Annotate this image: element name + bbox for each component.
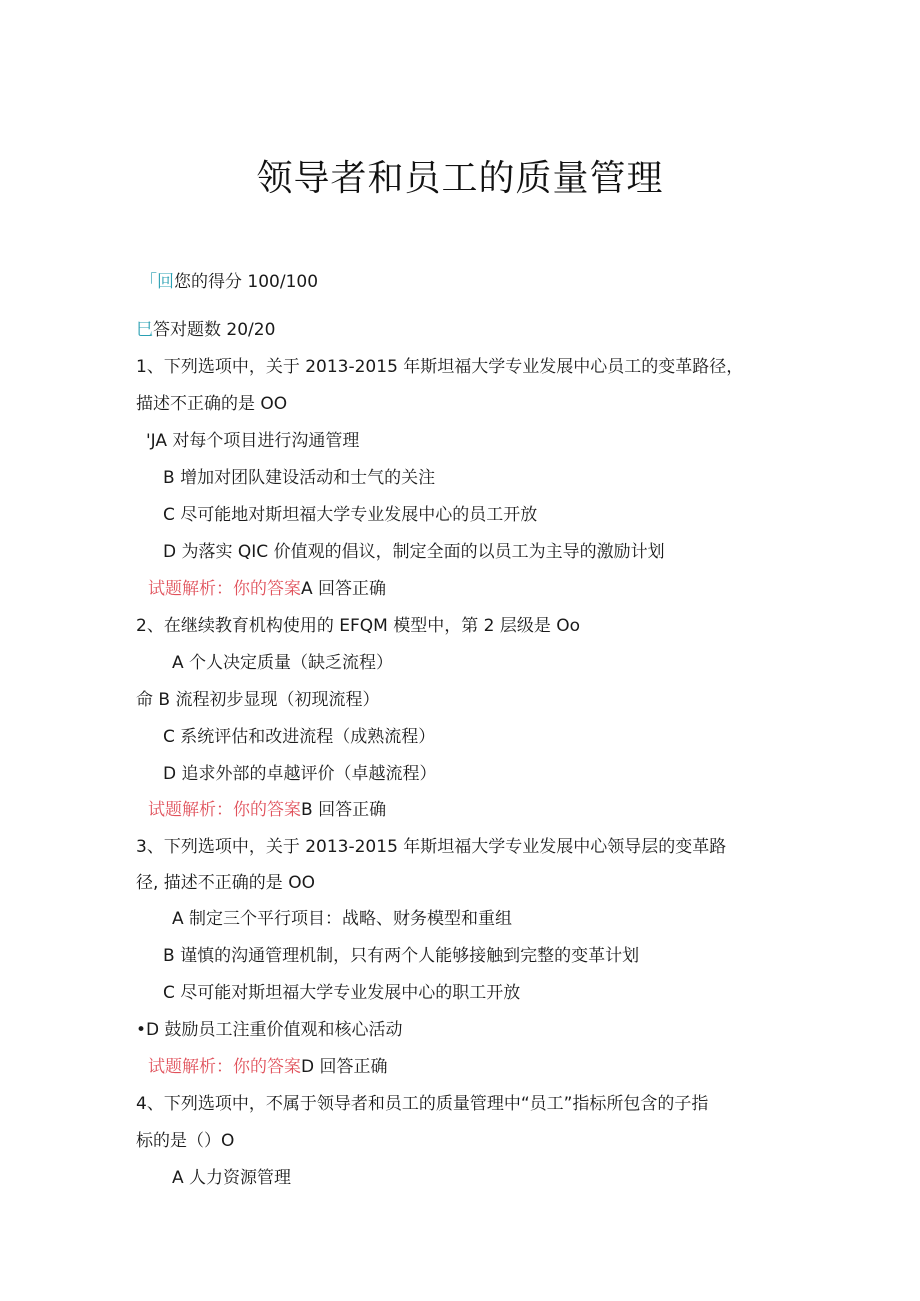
question-1-stem-line2: 描述不正确的是 OO <box>136 394 288 414</box>
question-4-option-a[interactable]: A 人力资源管理 <box>172 1168 292 1188</box>
question-2-option-b[interactable]: 命 B 流程初步显现（初现流程） <box>136 690 380 710</box>
question-2-option-d[interactable]: D 追求外部的卓越评价（卓越流程） <box>163 764 437 784</box>
question-1-option-c[interactable]: C 尽可能地对斯坦福大学专业发展中心的员工开放 <box>163 505 538 525</box>
score-line <box>140 271 318 293</box>
question-2-stem: 2、在继续教育机构使用的 EFQM 模型中，第 2 层级是 Oo <box>136 616 580 636</box>
answered-count-line <box>136 319 275 341</box>
analysis-label: 试题解析：你的答案 <box>148 1057 301 1077</box>
question-3-option-c[interactable]: C 尽可能对斯坦福大学专业发展中心的职工开放 <box>163 983 521 1003</box>
question-2-answer: B 回答正确 <box>301 800 387 820</box>
question-1-stem-line1: 1、下列选项中，关于 2013-2015 年斯坦福大学专业发展中心员工的变革路径， <box>136 357 744 377</box>
question-4-stem-line2: 标的是（）O <box>136 1131 235 1151</box>
question-2-option-a[interactable]: A 个人决定质量（缺乏流程） <box>172 653 394 673</box>
page-title: 领导者和员工的质量管理 <box>256 158 664 199</box>
analysis-label: 试题解析：你的答案 <box>148 800 301 820</box>
score-marker: 「回 <box>140 272 174 292</box>
question-3-analysis <box>148 1056 388 1078</box>
answered-count-text: 答对题数 20/20 <box>153 320 276 340</box>
question-1-answer: A 回答正确 <box>301 579 387 599</box>
score-text: 您的得分 100/100 <box>174 272 319 292</box>
answered-marker: 巳 <box>136 320 153 340</box>
question-1-option-b[interactable]: B 增加对团队建设活动和士气的关注 <box>163 468 436 488</box>
question-3-stem-line1: 3、下列选项中，关于 2013-2015 年斯坦福大学专业发展中心领导层的变革路 <box>136 837 727 857</box>
question-4-stem-line1: 4、下列选项中，不属于领导者和员工的质量管理中“员工”指标所包含的子指 <box>136 1094 709 1114</box>
question-3-option-b[interactable]: B 谨慎的沟通管理机制，只有两个人能够接触到完整的变革计划 <box>163 946 640 966</box>
question-1-option-d[interactable]: D 为落实 QIC 价值观的倡议，制定全面的以员工为主导的激励计划 <box>163 542 665 562</box>
question-3-stem-line2: 径, 描述不正确的是 OO <box>136 873 315 893</box>
question-3-option-d[interactable]: •D 鼓励员工注重价值观和核心活动 <box>136 1020 403 1040</box>
question-2-option-c[interactable]: C 系统评估和改进流程（成熟流程） <box>163 727 436 747</box>
question-1-analysis <box>148 578 386 600</box>
question-3-option-a[interactable]: A 制定三个平行项目：战略、财务模型和重组 <box>172 909 513 929</box>
question-1-option-a[interactable]: 'JA 对每个项目进行沟通管理 <box>146 431 360 451</box>
analysis-label: 试题解析：你的答案 <box>148 579 301 599</box>
question-3-answer: D 回答正确 <box>301 1057 388 1077</box>
question-2-analysis <box>148 799 386 821</box>
